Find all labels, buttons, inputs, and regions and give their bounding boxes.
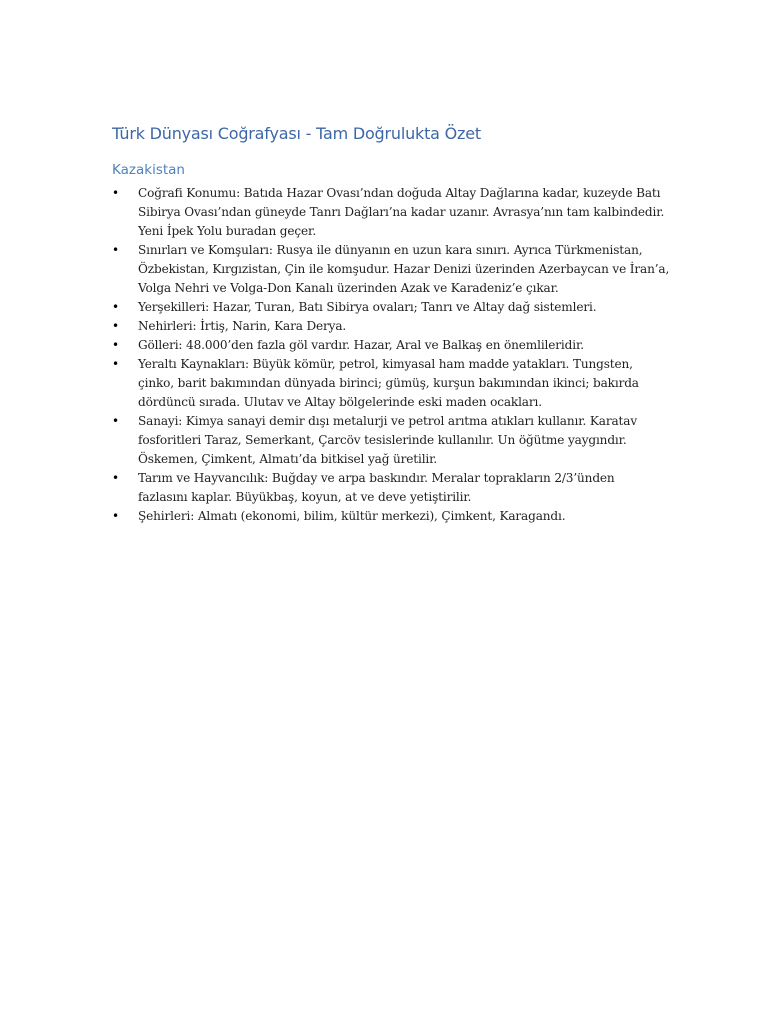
list-item: [112, 507, 660, 526]
list-item-text-line: çinko, barit bakımından dünyada birinci; gümüş, kurşun bakımından ikinci; bakırda: [138, 376, 639, 390]
bullet-icon: •: [112, 300, 119, 314]
list-item-text-line: Yerşekilleri: Hazar, Turan, Batı Sibirya ovaları; Tanrı ve Altay dağ sistemleri.: [138, 300, 597, 314]
list-item-text-line: Yeni İpek Yolu buradan geçer.: [138, 224, 317, 238]
bullet-icon: •: [112, 357, 119, 371]
list-item: [112, 412, 660, 469]
list-item: [112, 336, 660, 355]
list-item-text-line: Gölleri: 48.000’den fazla göl vardır. Hazar, Aral ve Balkaş en önemlileridir.: [138, 338, 584, 352]
bullet-icon: •: [112, 186, 119, 200]
bullet-icon: •: [112, 471, 119, 485]
list-item: [112, 469, 660, 507]
bullet-icon: •: [112, 243, 119, 257]
bullet-icon: •: [112, 509, 119, 523]
bullet-icon: •: [112, 338, 119, 352]
bullet-list: [112, 184, 670, 526]
list-item-text-line: Öskemen, Çimkent, Almatı’da bitkisel yağ üretilir.: [138, 452, 438, 466]
list-item: [112, 298, 660, 317]
section-heading-kazakistan: Kazakistan: [112, 162, 185, 178]
list-item-text-line: Sibirya Ovası’ndan güneyde Tanrı Dağları’na kadar uzanır. Avrasya’nın tam kalbindedir.: [138, 205, 665, 219]
list-item: [112, 241, 670, 298]
list-item: [112, 317, 660, 336]
list-item-text-line: Coğrafi Konumu: Batıda Hazar Ovası’ndan doğuda Altay Dağlarına kadar, kuzeyde Batı: [138, 186, 661, 200]
list-item-text-line: Sanayi: Kimya sanayi demir dışı metalurji ve petrol arıtma atıkları kullanır. Karatav: [138, 414, 638, 428]
list-item-text-line: Yeraltı Kaynakları: Büyük kömür, petrol, kimyasal ham madde yatakları. Tungsten,: [138, 357, 633, 371]
list-item-text-line: Özbekistan, Kırgızistan, Çin ile komşudur. Hazar Denizi üzerinden Azerbaycan ve İran’a,: [138, 262, 670, 276]
list-item-text-line: Nehirleri: İrtiş, Narin, Kara Derya.: [138, 319, 347, 333]
bullet-icon: •: [112, 414, 119, 428]
list-item-text-line: fazlasını kaplar. Büyükbaş, koyun, at ve deve yetiştirilir.: [138, 490, 472, 504]
list-item: [112, 355, 660, 412]
list-item-text-line: Sınırları ve Komşuları: Rusya ile dünyanın en uzun kara sınırı. Ayrıca Türkmenistan,: [138, 243, 643, 257]
document-title: Türk Dünyası Coğrafyası - Tam Doğrulukta Özet: [112, 124, 481, 143]
bullet-icon: •: [112, 319, 119, 333]
list-item-text-line: Tarım ve Hayvancılık: Buğday ve arpa baskındır. Meralar toprakların 2/3’ünden: [138, 471, 615, 485]
list-item-text-line: Şehirleri: Almatı (ekonomi, bilim, kültür merkezi), Çimkent, Karagandı.: [138, 509, 566, 523]
list-item: [112, 184, 665, 241]
list-item-text-line: Volga Nehri ve Volga-Don Kanalı üzerinden Azak ve Karadeniz’e çıkar.: [138, 281, 559, 295]
list-item-text-line: fosforitleri Taraz, Semerkant, Çarcöv tesislerinde kullanılır. Un öğütme yaygındır.: [138, 433, 627, 447]
list-item-text-line: dördüncü sırada. Ulutav ve Altay bölgelerinde eski maden ocakları.: [138, 395, 542, 409]
